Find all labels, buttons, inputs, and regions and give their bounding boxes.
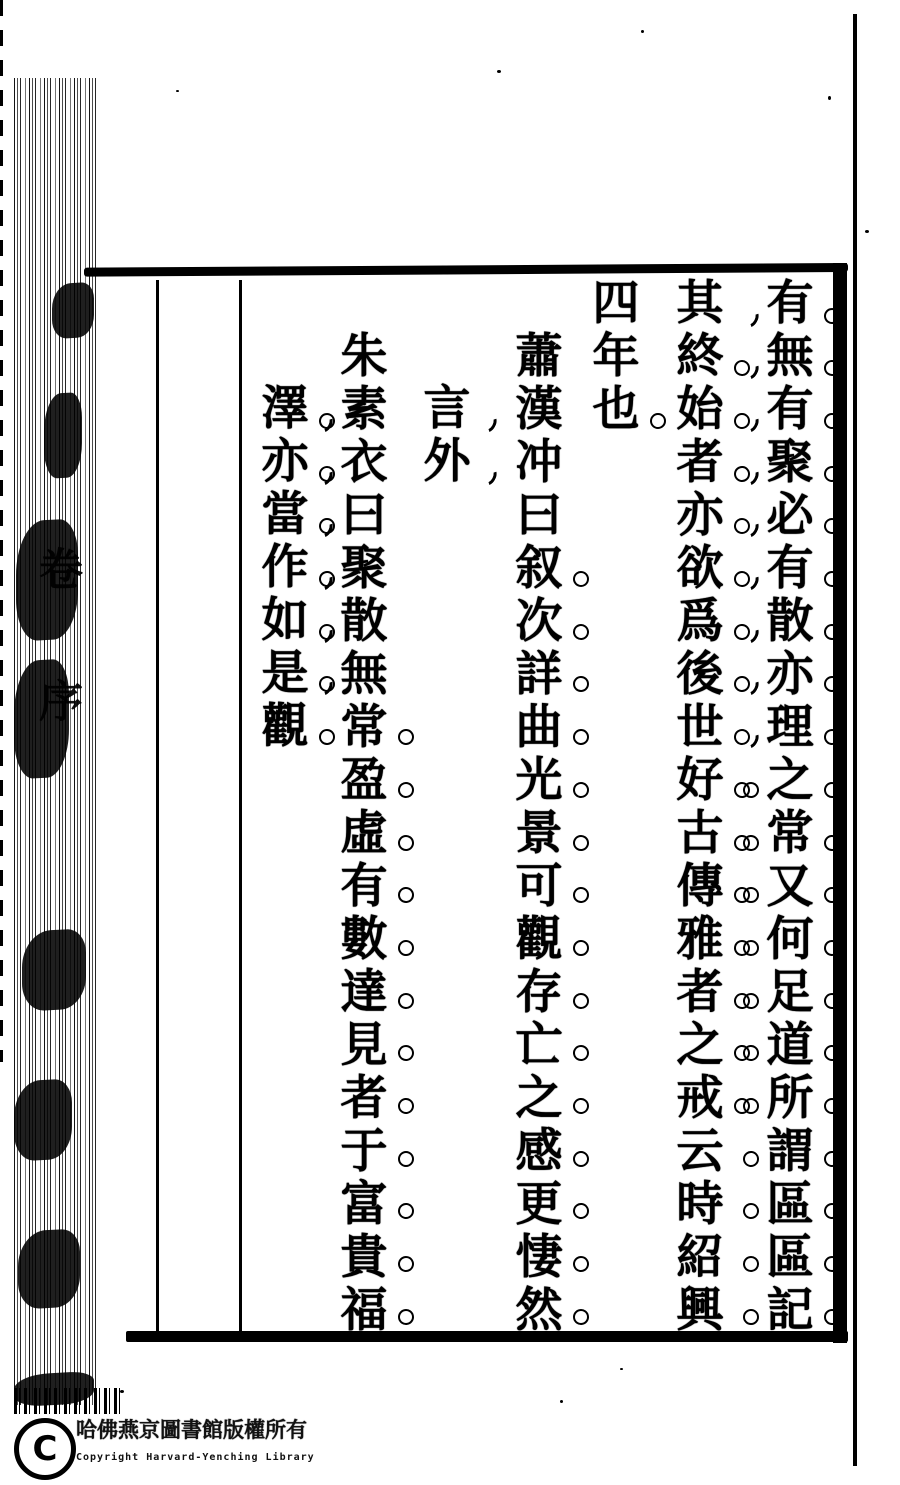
han-char: 亦 — [676, 488, 724, 543]
han-char: 當 — [261, 487, 309, 543]
han-char: 澤 — [261, 381, 309, 437]
han-char: 叙 — [515, 540, 563, 596]
scan-speck — [560, 1400, 563, 1403]
ink-blotch — [18, 1228, 80, 1309]
emphasis-circle-mark — [742, 1309, 759, 1326]
han-char: 素 — [340, 381, 388, 437]
copyright-letter: C — [32, 1429, 58, 1469]
han-char: 朱 — [340, 328, 388, 384]
emphasis-circle-mark — [573, 1151, 589, 1167]
text-column-1 — [762, 277, 819, 1337]
han-char: 是 — [261, 646, 309, 702]
han-char: 衣 — [340, 434, 388, 490]
han-char: 達 — [340, 964, 388, 1020]
han-char: 時 — [676, 1177, 724, 1232]
han-char: 散 — [340, 593, 388, 649]
spine-title-fragment: 序 — [31, 678, 82, 722]
han-char: 詳 — [515, 646, 563, 702]
stitching-dashed-line — [0, 0, 3, 1062]
han-char: 聚 — [766, 435, 814, 490]
han-char: 貴 — [340, 1229, 388, 1285]
emphasis-circle-mark — [572, 1203, 590, 1221]
han-char: 有 — [340, 858, 388, 914]
han-char: 云 — [676, 1124, 724, 1179]
emphasis-circle-mark — [823, 413, 839, 429]
emphasis-circle-mark — [571, 992, 589, 1010]
column-rule-line — [156, 280, 159, 1333]
spine-title-fragment: 卷 — [31, 546, 82, 590]
emphasis-circle-mark — [733, 834, 750, 851]
emphasis-circle-mark — [823, 1309, 840, 1326]
han-char: 道 — [766, 1018, 814, 1073]
han-char: 雅 — [676, 912, 724, 967]
han-char: 亦 — [261, 434, 309, 490]
han-char: 年 — [592, 329, 640, 384]
han-char: 漢 — [515, 381, 563, 437]
text-column-7 — [257, 382, 314, 753]
emphasis-circle-mark — [397, 729, 414, 746]
emphasis-circle-mark — [398, 1151, 414, 1167]
stamp-english-text: Copyright Harvard-Yenching Library — [76, 1452, 315, 1463]
scan-speck — [828, 96, 831, 100]
scan-speck — [865, 230, 869, 233]
han-char: 有 — [766, 541, 814, 596]
emphasis-circle-mark — [397, 940, 414, 957]
scan-speck — [641, 30, 644, 33]
han-char: 觀 — [261, 699, 309, 755]
han-char: 必 — [766, 488, 814, 543]
han-char: 者 — [676, 965, 724, 1020]
han-char: 亡 — [515, 1017, 563, 1073]
emphasis-circle-mark — [734, 1098, 750, 1114]
han-char: 其 — [676, 276, 724, 331]
emphasis-circle-mark — [396, 992, 414, 1010]
han-char: 終 — [676, 329, 724, 384]
han-char: 感 — [515, 1123, 563, 1179]
han-char: 常 — [766, 806, 814, 861]
han-char: 後 — [676, 647, 724, 702]
emphasis-circle-mark — [823, 834, 840, 851]
ink-blotch — [52, 282, 94, 339]
scan-speck — [497, 70, 501, 73]
emphasis-circle-mark — [396, 833, 415, 852]
frame-top-border — [84, 263, 848, 277]
emphasis-circle-mark — [572, 1097, 590, 1115]
emphasis-circle-mark — [649, 413, 665, 429]
han-char: 區 — [766, 1177, 814, 1232]
emphasis-circle-mark — [571, 1044, 590, 1063]
emphasis-circle-mark — [823, 623, 840, 640]
emphasis-circle-mark — [571, 833, 590, 852]
han-char: 光 — [515, 752, 563, 808]
emphasis-circle-mark — [397, 1203, 415, 1221]
han-char: 可 — [515, 858, 563, 914]
ink-blotch — [14, 1078, 72, 1161]
emphasis-circle-mark — [823, 887, 840, 904]
text-column-4 — [511, 330, 568, 1337]
han-char: 悽 — [515, 1229, 563, 1285]
han-char: 有 — [766, 276, 814, 331]
emphasis-circle-mark — [396, 780, 415, 799]
han-char: 福 — [340, 1282, 388, 1338]
emphasis-circle-mark — [318, 518, 334, 534]
stamp-chinese-text: 哈佛燕京圖書館版權所有 — [76, 1418, 307, 1442]
scan-speck — [620, 1368, 623, 1370]
han-char: 世 — [676, 700, 724, 755]
han-char: 虛 — [340, 805, 388, 861]
han-char: 冲 — [515, 434, 563, 490]
emphasis-circle-mark — [397, 1097, 415, 1115]
han-char: 亦 — [766, 647, 814, 702]
emphasis-circle-mark — [572, 940, 589, 957]
ink-blotch — [22, 928, 86, 1011]
column-rule-line — [239, 280, 242, 1333]
emphasis-circle-mark — [571, 622, 590, 641]
emphasis-circle-mark — [318, 729, 335, 746]
han-char: 有 — [766, 382, 814, 437]
han-char: 傳 — [676, 859, 724, 914]
han-char: 景 — [515, 805, 563, 861]
han-char: 理 — [766, 700, 814, 755]
pause-comma-mark — [739, 305, 762, 330]
emphasis-circle-mark — [824, 1098, 840, 1114]
emphasis-circle-mark — [571, 1308, 589, 1326]
han-char: 古 — [676, 806, 724, 861]
emphasis-circle-mark — [397, 887, 414, 904]
han-char: 蕭 — [515, 328, 563, 384]
han-char: 之 — [515, 1070, 563, 1126]
page-edge-line — [853, 14, 857, 1466]
han-char: 存 — [515, 964, 563, 1020]
text-column-5 — [419, 382, 476, 488]
frame-bottom-border — [126, 1331, 848, 1342]
han-char: 之 — [676, 1018, 724, 1073]
text-column-2 — [672, 277, 729, 1337]
han-char: 區 — [766, 1230, 814, 1285]
emphasis-circle-mark — [571, 780, 590, 799]
han-char: 者 — [676, 435, 724, 490]
han-char: 曰 — [515, 487, 563, 543]
emphasis-circle-mark — [572, 887, 589, 904]
emphasis-circle-mark — [396, 1044, 415, 1063]
han-char: 者 — [340, 1070, 388, 1126]
han-char: 也 — [592, 382, 640, 437]
ink-blotch — [44, 392, 82, 479]
emphasis-circle-mark — [572, 676, 589, 693]
han-char: 見 — [340, 1017, 388, 1073]
han-char: 曲 — [515, 699, 563, 755]
han-char: 所 — [766, 1071, 814, 1126]
han-char: 外 — [423, 434, 471, 490]
han-char: 盈 — [340, 752, 388, 808]
han-char: 四 — [592, 276, 640, 331]
han-char: 作 — [261, 540, 309, 596]
han-char: 常 — [340, 699, 388, 755]
pause-comma-mark — [477, 411, 500, 436]
han-char: 興 — [676, 1283, 724, 1338]
han-char: 言 — [423, 381, 471, 437]
han-char: 好 — [676, 753, 724, 808]
han-char: 紹 — [676, 1230, 724, 1285]
emphasis-circle-mark — [396, 1308, 414, 1326]
han-char: 聚 — [340, 540, 388, 596]
han-char: 如 — [261, 593, 309, 649]
han-char: 何 — [766, 912, 814, 967]
han-char: 爲 — [676, 594, 724, 649]
text-column-3 — [588, 277, 645, 436]
han-char: 足 — [766, 965, 814, 1020]
han-char: 次 — [515, 593, 563, 649]
binding-gutter-strip — [14, 78, 96, 1405]
emphasis-circle-mark — [571, 1254, 590, 1273]
scan-speck — [120, 1390, 124, 1393]
han-char: 數 — [340, 911, 388, 967]
han-char: 欲 — [676, 541, 724, 596]
text-column-6 — [336, 330, 393, 1337]
scan-speck — [176, 90, 179, 92]
emphasis-circle-mark — [733, 887, 750, 904]
emphasis-circle-mark — [396, 1254, 415, 1273]
han-char: 始 — [676, 382, 724, 437]
binding-edge-smudge — [14, 1388, 120, 1414]
emphasis-circle-mark — [742, 1150, 760, 1168]
han-char: 又 — [766, 859, 814, 914]
emphasis-circle-mark — [733, 413, 749, 429]
han-char: 無 — [766, 329, 814, 384]
emphasis-circle-mark — [572, 729, 589, 746]
han-char: 富 — [340, 1176, 388, 1232]
han-char: 散 — [766, 594, 814, 649]
han-char: 然 — [515, 1282, 563, 1338]
han-char: 無 — [340, 646, 388, 702]
pause-comma-mark — [477, 463, 500, 488]
emphasis-circle-mark — [741, 1255, 759, 1273]
emphasis-circle-mark — [571, 569, 590, 588]
han-char: 觀 — [515, 911, 563, 967]
emphasis-circle-mark — [733, 623, 750, 640]
han-char: 謂 — [766, 1124, 814, 1179]
han-char: 戒 — [676, 1071, 724, 1126]
emphasis-circle-mark — [741, 1202, 760, 1221]
han-char: 之 — [766, 753, 814, 808]
han-char: 曰 — [340, 487, 388, 543]
han-char: 更 — [515, 1176, 563, 1232]
copyright-symbol-icon — [14, 1418, 76, 1480]
han-char: 記 — [766, 1283, 814, 1338]
han-char: 于 — [340, 1123, 388, 1179]
